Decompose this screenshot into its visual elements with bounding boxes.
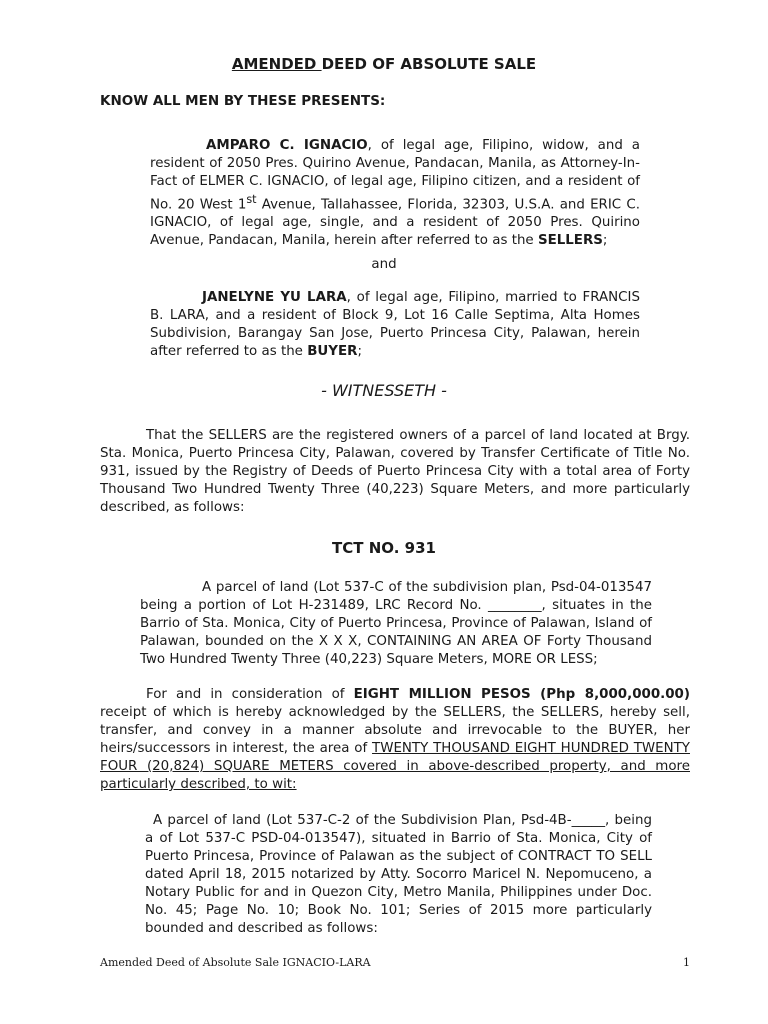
seller-sup: st: [246, 193, 257, 206]
and-connector: and: [371, 257, 397, 272]
page-number: 1: [683, 956, 690, 969]
intro-heading: KNOW ALL MEN BY THESE PRESENTS:: [100, 93, 386, 109]
seller-role: SELLERS: [537, 233, 603, 249]
consideration-text-b: receipt of which is hereby acknowledged by the SELLERS, the SELLERS, hereby sell, transfer, and convey in a manner absolute and irrevocable to the BUYER, her heirs/successors in interest, the area of: [100, 705, 690, 756]
buyer-text: , of legal age, Filipino, married to FRANCIS B. LARA, and a resident of Block 9, Lot 16 Calle Septima, Alta Homes Subdivision, Barangay San Jose, Puerto Princesa City, Palawan, herein after referred to as the: [150, 290, 640, 359]
consideration-paragraph: [100, 686, 690, 794]
parcel2-text: A parcel of land (Lot 537-C-2 of the Subdivision Plan, Psd-4B-_____, being a of Lot 537-C PSD-04-013547), situated in Barrio of Sta. Monica, City of Puerto Princesa, Province of Palawan as the subject of CONTRACT TO SELL dated April 18, 2015 notarized by Atty. Socorro Maricel N. Nepomuceno, a Notary Public for and in Quezon City, Metro Manila, Philippines under Doc. No. 45; Page No. 10; Book No. 101; Series of 2015 more particularly bounded and described as follows:: [145, 813, 652, 936]
title-amended: AMENDED: [231, 55, 322, 73]
seller-name: AMPARO C. IGNACIO: [206, 138, 368, 153]
parcel-description-1: [140, 579, 652, 669]
seller-text-b: Avenue, Tallahassee, Florida, 32303, U.S.A. and ERIC C. IGNACIO, of legal age, single, and a resident of 2050 Pres. Quirino Avenue, Pandacan, Manila, herein after referred to as the: [150, 197, 640, 249]
footer-label: Amended Deed of Absolute Sale IGNACIO-LARA: [100, 956, 371, 969]
consideration-text-a: For and in consideration of: [146, 687, 354, 702]
buyer-paragraph: [150, 289, 640, 361]
page-footer: [100, 956, 690, 969]
tct-heading: TCT NO. 931: [332, 539, 436, 557]
recital-paragraph: [100, 427, 690, 517]
recital-text: That the SELLERS are the registered owners of a parcel of land located at Brgy. Sta. Monica, Puerto Princesa City, Palawan, covered by Transfer Certificate of Title No. 931, issued by the Registry of Deeds of Puerto Princesa City with a total area of Forty Thousand Two Hundred Twenty Three (40,223) Square Meters, and more particularly described, as follows:: [100, 428, 690, 515]
buyer-name: JANELYNE YU LARA: [202, 290, 347, 305]
seller-text-a: , of legal age, Filipino, widow, and a resident of 2050 Pres. Quirino Avenue, Pandacan, Manila, as Attorney-In-Fact of ELMER C. IGNACIO, of legal age, Filipino citizen, and a resident of No. 20 West 1: [150, 138, 640, 213]
parcel-description-2: [145, 812, 652, 938]
consideration-amount: EIGHT MILLION PESOS (Php 8,000,000.00): [353, 687, 690, 702]
buyer-end: ;: [357, 344, 362, 359]
buyer-role: BUYER: [307, 344, 358, 359]
seller-end: ;: [602, 233, 608, 249]
parcel1-text: A parcel of land (Lot 537-C of the subdivision plan, Psd-04-013547 being a portion of Lot H-231489, LRC Record No. ________, situates in the Barrio of Sta. Monica, City of Puerto Princesa, Province of Palawan, Island of Palawan, bounded on the X X X, CONTAINING AN AREA OF Forty Thousand Two Hundred Twenty Three (40,223) Square Meters, MORE OR LESS;: [140, 580, 652, 667]
document-title: [0, 55, 768, 73]
witnesseth-heading: - WITNESSETH -: [321, 381, 447, 400]
title-rest: DEED OF ABSOLUTE SALE: [321, 55, 537, 73]
seller-paragraph: [150, 137, 640, 250]
consideration-area: TWENTY THOUSAND EIGHT HUNDRED TWENTY FOUR (20,824) SQUARE METERS covered in above-described property, and more particularly described, to wit:: [100, 741, 690, 792]
